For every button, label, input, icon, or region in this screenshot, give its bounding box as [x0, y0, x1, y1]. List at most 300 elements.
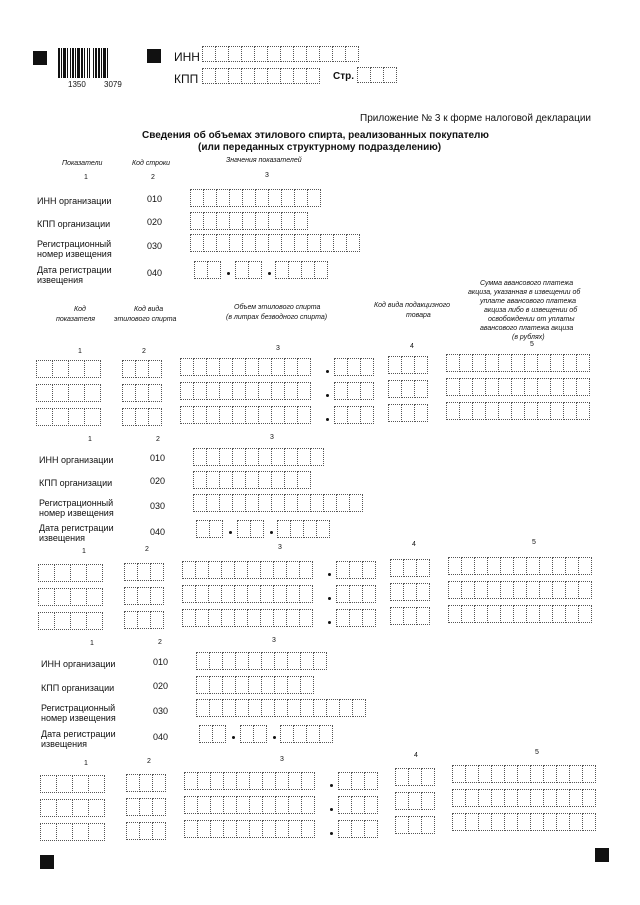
char-cell[interactable] — [310, 494, 324, 512]
char-cell[interactable] — [446, 402, 460, 420]
s3-r1-goods[interactable] — [395, 768, 434, 786]
char-cell[interactable] — [232, 448, 246, 466]
char-cell[interactable] — [209, 652, 223, 670]
char-cell[interactable] — [249, 796, 263, 814]
s2-r3-goods[interactable] — [390, 607, 429, 625]
char-cell[interactable] — [313, 699, 327, 717]
char-cell[interactable] — [197, 820, 211, 838]
s3-r2-sum[interactable] — [452, 789, 595, 807]
s1-r3-sum[interactable] — [446, 402, 589, 420]
char-cell[interactable] — [530, 813, 544, 831]
char-cell[interactable] — [262, 820, 276, 838]
char-cell[interactable] — [52, 360, 69, 378]
char-cell[interactable] — [54, 564, 71, 582]
char-cell[interactable] — [234, 609, 248, 627]
char-cell[interactable] — [203, 189, 217, 207]
char-cell[interactable] — [139, 774, 153, 792]
s3-kpp-field[interactable] — [196, 676, 313, 694]
char-cell[interactable] — [232, 358, 246, 376]
char-cell[interactable] — [539, 557, 553, 575]
char-cell[interactable] — [273, 609, 287, 627]
s1-r2-goods[interactable] — [388, 380, 427, 398]
char-cell[interactable] — [334, 406, 348, 424]
s1-r3-volume-frac[interactable] — [334, 406, 373, 424]
char-cell[interactable] — [326, 699, 340, 717]
char-cell[interactable] — [219, 406, 233, 424]
header-kpp-field[interactable] — [202, 68, 319, 84]
char-cell[interactable] — [290, 520, 304, 538]
s1-regdate-year[interactable] — [275, 261, 327, 279]
char-cell[interactable] — [414, 356, 428, 374]
char-cell[interactable] — [232, 471, 246, 489]
char-cell[interactable] — [303, 520, 317, 538]
char-cell[interactable] — [260, 561, 274, 579]
char-cell[interactable] — [150, 587, 164, 605]
char-cell[interactable] — [255, 234, 269, 252]
char-cell[interactable] — [232, 406, 246, 424]
char-cell[interactable] — [271, 358, 285, 376]
char-cell[interactable] — [299, 561, 313, 579]
s2-r3-volume[interactable] — [182, 609, 312, 627]
char-cell[interactable] — [307, 189, 321, 207]
char-cell[interactable] — [472, 402, 486, 420]
char-cell[interactable] — [40, 775, 57, 793]
s1-r3-spirit[interactable] — [122, 408, 161, 426]
s2-r1-code[interactable] — [38, 564, 102, 582]
char-cell[interactable] — [452, 789, 466, 807]
s1-regnum-field[interactable] — [190, 234, 359, 252]
char-cell[interactable] — [286, 609, 300, 627]
char-cell[interactable] — [206, 382, 220, 400]
char-cell[interactable] — [569, 813, 583, 831]
char-cell[interactable] — [465, 813, 479, 831]
char-cell[interactable] — [582, 813, 596, 831]
char-cell[interactable] — [281, 189, 295, 207]
char-cell[interactable] — [124, 611, 138, 629]
char-cell[interactable] — [267, 46, 281, 62]
char-cell[interactable] — [388, 404, 402, 422]
char-cell[interactable] — [152, 822, 166, 840]
char-cell[interactable] — [261, 699, 275, 717]
s3-r2-volume[interactable] — [184, 796, 314, 814]
char-cell[interactable] — [395, 792, 409, 810]
char-cell[interactable] — [280, 46, 294, 62]
char-cell[interactable] — [68, 360, 85, 378]
char-cell[interactable] — [569, 789, 583, 807]
char-cell[interactable] — [307, 234, 321, 252]
char-cell[interactable] — [122, 408, 136, 426]
char-cell[interactable] — [360, 382, 374, 400]
s2-regdate-month[interactable] — [237, 520, 263, 538]
char-cell[interactable] — [543, 813, 557, 831]
char-cell[interactable] — [182, 585, 196, 603]
char-cell[interactable] — [248, 676, 262, 694]
char-cell[interactable] — [222, 676, 236, 694]
char-cell[interactable] — [306, 725, 320, 743]
char-cell[interactable] — [261, 676, 275, 694]
char-cell[interactable] — [262, 796, 276, 814]
char-cell[interactable] — [569, 765, 583, 783]
s2-r2-sum[interactable] — [448, 581, 591, 599]
char-cell[interactable] — [258, 471, 272, 489]
char-cell[interactable] — [478, 813, 492, 831]
s2-r2-spirit[interactable] — [124, 587, 163, 605]
char-cell[interactable] — [563, 402, 577, 420]
char-cell[interactable] — [323, 494, 337, 512]
s2-r2-volume-frac[interactable] — [336, 585, 375, 603]
char-cell[interactable] — [84, 408, 101, 426]
char-cell[interactable] — [408, 816, 422, 834]
char-cell[interactable] — [232, 494, 246, 512]
char-cell[interactable] — [210, 820, 224, 838]
char-cell[interactable] — [552, 605, 566, 623]
char-cell[interactable] — [235, 652, 249, 670]
char-cell[interactable] — [274, 676, 288, 694]
char-cell[interactable] — [258, 358, 272, 376]
char-cell[interactable] — [351, 772, 365, 790]
char-cell[interactable] — [336, 561, 350, 579]
char-cell[interactable] — [474, 557, 488, 575]
char-cell[interactable] — [504, 813, 518, 831]
s3-r2-goods[interactable] — [395, 792, 434, 810]
char-cell[interactable] — [268, 189, 282, 207]
s3-r2-code[interactable] — [40, 799, 104, 817]
char-cell[interactable] — [313, 652, 327, 670]
char-cell[interactable] — [550, 378, 564, 396]
char-cell[interactable] — [388, 380, 402, 398]
char-cell[interactable] — [421, 792, 435, 810]
s3-regdate-day[interactable] — [199, 725, 225, 743]
char-cell[interactable] — [195, 561, 209, 579]
char-cell[interactable] — [271, 494, 285, 512]
char-cell[interactable] — [245, 494, 259, 512]
char-cell[interactable] — [40, 823, 57, 841]
char-cell[interactable] — [452, 813, 466, 831]
char-cell[interactable] — [565, 581, 579, 599]
char-cell[interactable] — [275, 820, 289, 838]
char-cell[interactable] — [347, 358, 361, 376]
char-cell[interactable] — [472, 354, 486, 372]
s2-kpp-field[interactable] — [193, 471, 310, 489]
char-cell[interactable] — [68, 408, 85, 426]
char-cell[interactable] — [54, 588, 71, 606]
s1-r3-code[interactable] — [36, 408, 100, 426]
char-cell[interactable] — [364, 820, 378, 838]
char-cell[interactable] — [139, 822, 153, 840]
char-cell[interactable] — [245, 406, 259, 424]
char-cell[interactable] — [300, 652, 314, 670]
char-cell[interactable] — [565, 557, 579, 575]
char-cell[interactable] — [284, 358, 298, 376]
char-cell[interactable] — [550, 402, 564, 420]
char-cell[interactable] — [336, 585, 350, 603]
char-cell[interactable] — [401, 356, 415, 374]
char-cell[interactable] — [148, 408, 162, 426]
s3-r1-volume-frac[interactable] — [338, 772, 377, 790]
char-cell[interactable] — [452, 765, 466, 783]
char-cell[interactable] — [352, 699, 366, 717]
char-cell[interactable] — [122, 384, 136, 402]
char-cell[interactable] — [408, 792, 422, 810]
char-cell[interactable] — [206, 494, 220, 512]
char-cell[interactable] — [241, 46, 255, 62]
char-cell[interactable] — [36, 384, 53, 402]
char-cell[interactable] — [293, 46, 307, 62]
char-cell[interactable] — [319, 725, 333, 743]
char-cell[interactable] — [182, 609, 196, 627]
char-cell[interactable] — [517, 789, 531, 807]
char-cell[interactable] — [517, 765, 531, 783]
char-cell[interactable] — [274, 699, 288, 717]
char-cell[interactable] — [287, 652, 301, 670]
char-cell[interactable] — [139, 798, 153, 816]
char-cell[interactable] — [196, 520, 210, 538]
s1-r1-code[interactable] — [36, 360, 100, 378]
char-cell[interactable] — [524, 354, 538, 372]
char-cell[interactable] — [526, 557, 540, 575]
char-cell[interactable] — [228, 46, 242, 62]
char-cell[interactable] — [237, 520, 251, 538]
char-cell[interactable] — [72, 799, 89, 817]
char-cell[interactable] — [556, 789, 570, 807]
s2-regnum-field[interactable] — [193, 494, 362, 512]
char-cell[interactable] — [72, 775, 89, 793]
char-cell[interactable] — [126, 798, 140, 816]
char-cell[interactable] — [203, 234, 217, 252]
s2-r1-spirit[interactable] — [124, 563, 163, 581]
char-cell[interactable] — [414, 380, 428, 398]
char-cell[interactable] — [332, 46, 346, 62]
char-cell[interactable] — [556, 813, 570, 831]
char-cell[interactable] — [209, 676, 223, 694]
char-cell[interactable] — [388, 356, 402, 374]
char-cell[interactable] — [416, 559, 430, 577]
char-cell[interactable] — [245, 358, 259, 376]
char-cell[interactable] — [248, 699, 262, 717]
char-cell[interactable] — [38, 588, 55, 606]
char-cell[interactable] — [552, 581, 566, 599]
char-cell[interactable] — [306, 46, 320, 62]
char-cell[interactable] — [338, 772, 352, 790]
char-cell[interactable] — [229, 234, 243, 252]
s2-r2-volume[interactable] — [182, 585, 312, 603]
char-cell[interactable] — [275, 772, 289, 790]
char-cell[interactable] — [281, 234, 295, 252]
char-cell[interactable] — [403, 559, 417, 577]
char-cell[interactable] — [228, 68, 242, 84]
char-cell[interactable] — [511, 354, 525, 372]
s3-r1-code[interactable] — [40, 775, 104, 793]
char-cell[interactable] — [320, 234, 334, 252]
char-cell[interactable] — [487, 581, 501, 599]
char-cell[interactable] — [262, 772, 276, 790]
char-cell[interactable] — [234, 561, 248, 579]
char-cell[interactable] — [576, 402, 590, 420]
char-cell[interactable] — [242, 212, 256, 230]
char-cell[interactable] — [215, 68, 229, 84]
char-cell[interactable] — [461, 557, 475, 575]
char-cell[interactable] — [537, 354, 551, 372]
char-cell[interactable] — [135, 360, 149, 378]
char-cell[interactable] — [360, 406, 374, 424]
char-cell[interactable] — [248, 652, 262, 670]
char-cell[interactable] — [52, 408, 69, 426]
s2-r3-code[interactable] — [38, 612, 102, 630]
char-cell[interactable] — [582, 765, 596, 783]
char-cell[interactable] — [242, 189, 256, 207]
char-cell[interactable] — [578, 605, 592, 623]
char-cell[interactable] — [576, 378, 590, 396]
char-cell[interactable] — [498, 402, 512, 420]
char-cell[interactable] — [195, 609, 209, 627]
char-cell[interactable] — [249, 772, 263, 790]
char-cell[interactable] — [403, 583, 417, 601]
char-cell[interactable] — [364, 796, 378, 814]
char-cell[interactable] — [208, 585, 222, 603]
char-cell[interactable] — [206, 471, 220, 489]
char-cell[interactable] — [306, 68, 320, 84]
char-cell[interactable] — [247, 585, 261, 603]
char-cell[interactable] — [526, 581, 540, 599]
char-cell[interactable] — [274, 652, 288, 670]
char-cell[interactable] — [221, 609, 235, 627]
char-cell[interactable] — [88, 775, 105, 793]
char-cell[interactable] — [222, 699, 236, 717]
char-cell[interactable] — [232, 382, 246, 400]
char-cell[interactable] — [517, 813, 531, 831]
char-cell[interactable] — [552, 557, 566, 575]
char-cell[interactable] — [511, 402, 525, 420]
char-cell[interactable] — [84, 384, 101, 402]
char-cell[interactable] — [478, 765, 492, 783]
char-cell[interactable] — [286, 561, 300, 579]
char-cell[interactable] — [339, 699, 353, 717]
char-cell[interactable] — [247, 609, 261, 627]
char-cell[interactable] — [563, 354, 577, 372]
char-cell[interactable] — [287, 676, 301, 694]
char-cell[interactable] — [294, 212, 308, 230]
s2-inn-field[interactable] — [193, 448, 323, 466]
char-cell[interactable] — [275, 261, 289, 279]
char-cell[interactable] — [565, 605, 579, 623]
char-cell[interactable] — [284, 382, 298, 400]
char-cell[interactable] — [152, 798, 166, 816]
s3-r1-sum[interactable] — [452, 765, 595, 783]
char-cell[interactable] — [190, 189, 204, 207]
char-cell[interactable] — [336, 609, 350, 627]
char-cell[interactable] — [338, 820, 352, 838]
char-cell[interactable] — [88, 823, 105, 841]
char-cell[interactable] — [216, 212, 230, 230]
char-cell[interactable] — [193, 471, 207, 489]
char-cell[interactable] — [271, 406, 285, 424]
char-cell[interactable] — [537, 378, 551, 396]
char-cell[interactable] — [193, 358, 207, 376]
char-cell[interactable] — [390, 607, 404, 625]
char-cell[interactable] — [137, 587, 151, 605]
char-cell[interactable] — [184, 820, 198, 838]
s1-r1-goods[interactable] — [388, 356, 427, 374]
char-cell[interactable] — [219, 448, 233, 466]
char-cell[interactable] — [526, 605, 540, 623]
char-cell[interactable] — [260, 585, 274, 603]
char-cell[interactable] — [209, 520, 223, 538]
char-cell[interactable] — [448, 605, 462, 623]
s3-r2-volume-frac[interactable] — [338, 796, 377, 814]
char-cell[interactable] — [286, 585, 300, 603]
page-number-field[interactable] — [357, 67, 396, 83]
s3-regdate-month[interactable] — [240, 725, 266, 743]
char-cell[interactable] — [421, 768, 435, 786]
char-cell[interactable] — [206, 406, 220, 424]
char-cell[interactable] — [284, 494, 298, 512]
char-cell[interactable] — [56, 823, 73, 841]
char-cell[interactable] — [498, 354, 512, 372]
char-cell[interactable] — [395, 768, 409, 786]
char-cell[interactable] — [446, 378, 460, 396]
s3-r1-spirit[interactable] — [126, 774, 165, 792]
s2-r3-sum[interactable] — [448, 605, 591, 623]
char-cell[interactable] — [465, 789, 479, 807]
char-cell[interactable] — [148, 360, 162, 378]
char-cell[interactable] — [86, 588, 103, 606]
char-cell[interactable] — [38, 564, 55, 582]
char-cell[interactable] — [254, 68, 268, 84]
char-cell[interactable] — [414, 404, 428, 422]
char-cell[interactable] — [208, 561, 222, 579]
s3-regnum-field[interactable] — [196, 699, 365, 717]
char-cell[interactable] — [513, 557, 527, 575]
char-cell[interactable] — [362, 585, 376, 603]
char-cell[interactable] — [70, 612, 87, 630]
char-cell[interactable] — [281, 212, 295, 230]
header-inn-field[interactable] — [202, 46, 358, 62]
char-cell[interactable] — [193, 406, 207, 424]
char-cell[interactable] — [249, 820, 263, 838]
char-cell[interactable] — [236, 796, 250, 814]
char-cell[interactable] — [446, 354, 460, 372]
char-cell[interactable] — [122, 360, 136, 378]
char-cell[interactable] — [197, 772, 211, 790]
char-cell[interactable] — [196, 652, 210, 670]
char-cell[interactable] — [351, 796, 365, 814]
char-cell[interactable] — [395, 816, 409, 834]
s3-r3-volume-frac[interactable] — [338, 820, 377, 838]
char-cell[interactable] — [260, 609, 274, 627]
char-cell[interactable] — [221, 561, 235, 579]
char-cell[interactable] — [253, 725, 267, 743]
s3-regdate-year[interactable] — [280, 725, 332, 743]
char-cell[interactable] — [229, 189, 243, 207]
char-cell[interactable] — [284, 471, 298, 489]
char-cell[interactable] — [245, 382, 259, 400]
char-cell[interactable] — [390, 559, 404, 577]
char-cell[interactable] — [250, 520, 264, 538]
char-cell[interactable] — [294, 189, 308, 207]
char-cell[interactable] — [275, 796, 289, 814]
char-cell[interactable] — [349, 561, 363, 579]
char-cell[interactable] — [273, 585, 287, 603]
char-cell[interactable] — [284, 448, 298, 466]
s3-r3-sum[interactable] — [452, 813, 595, 831]
char-cell[interactable] — [334, 382, 348, 400]
s1-r1-sum[interactable] — [446, 354, 589, 372]
char-cell[interactable] — [235, 676, 249, 694]
char-cell[interactable] — [223, 796, 237, 814]
char-cell[interactable] — [137, 611, 151, 629]
char-cell[interactable] — [401, 404, 415, 422]
char-cell[interactable] — [135, 384, 149, 402]
